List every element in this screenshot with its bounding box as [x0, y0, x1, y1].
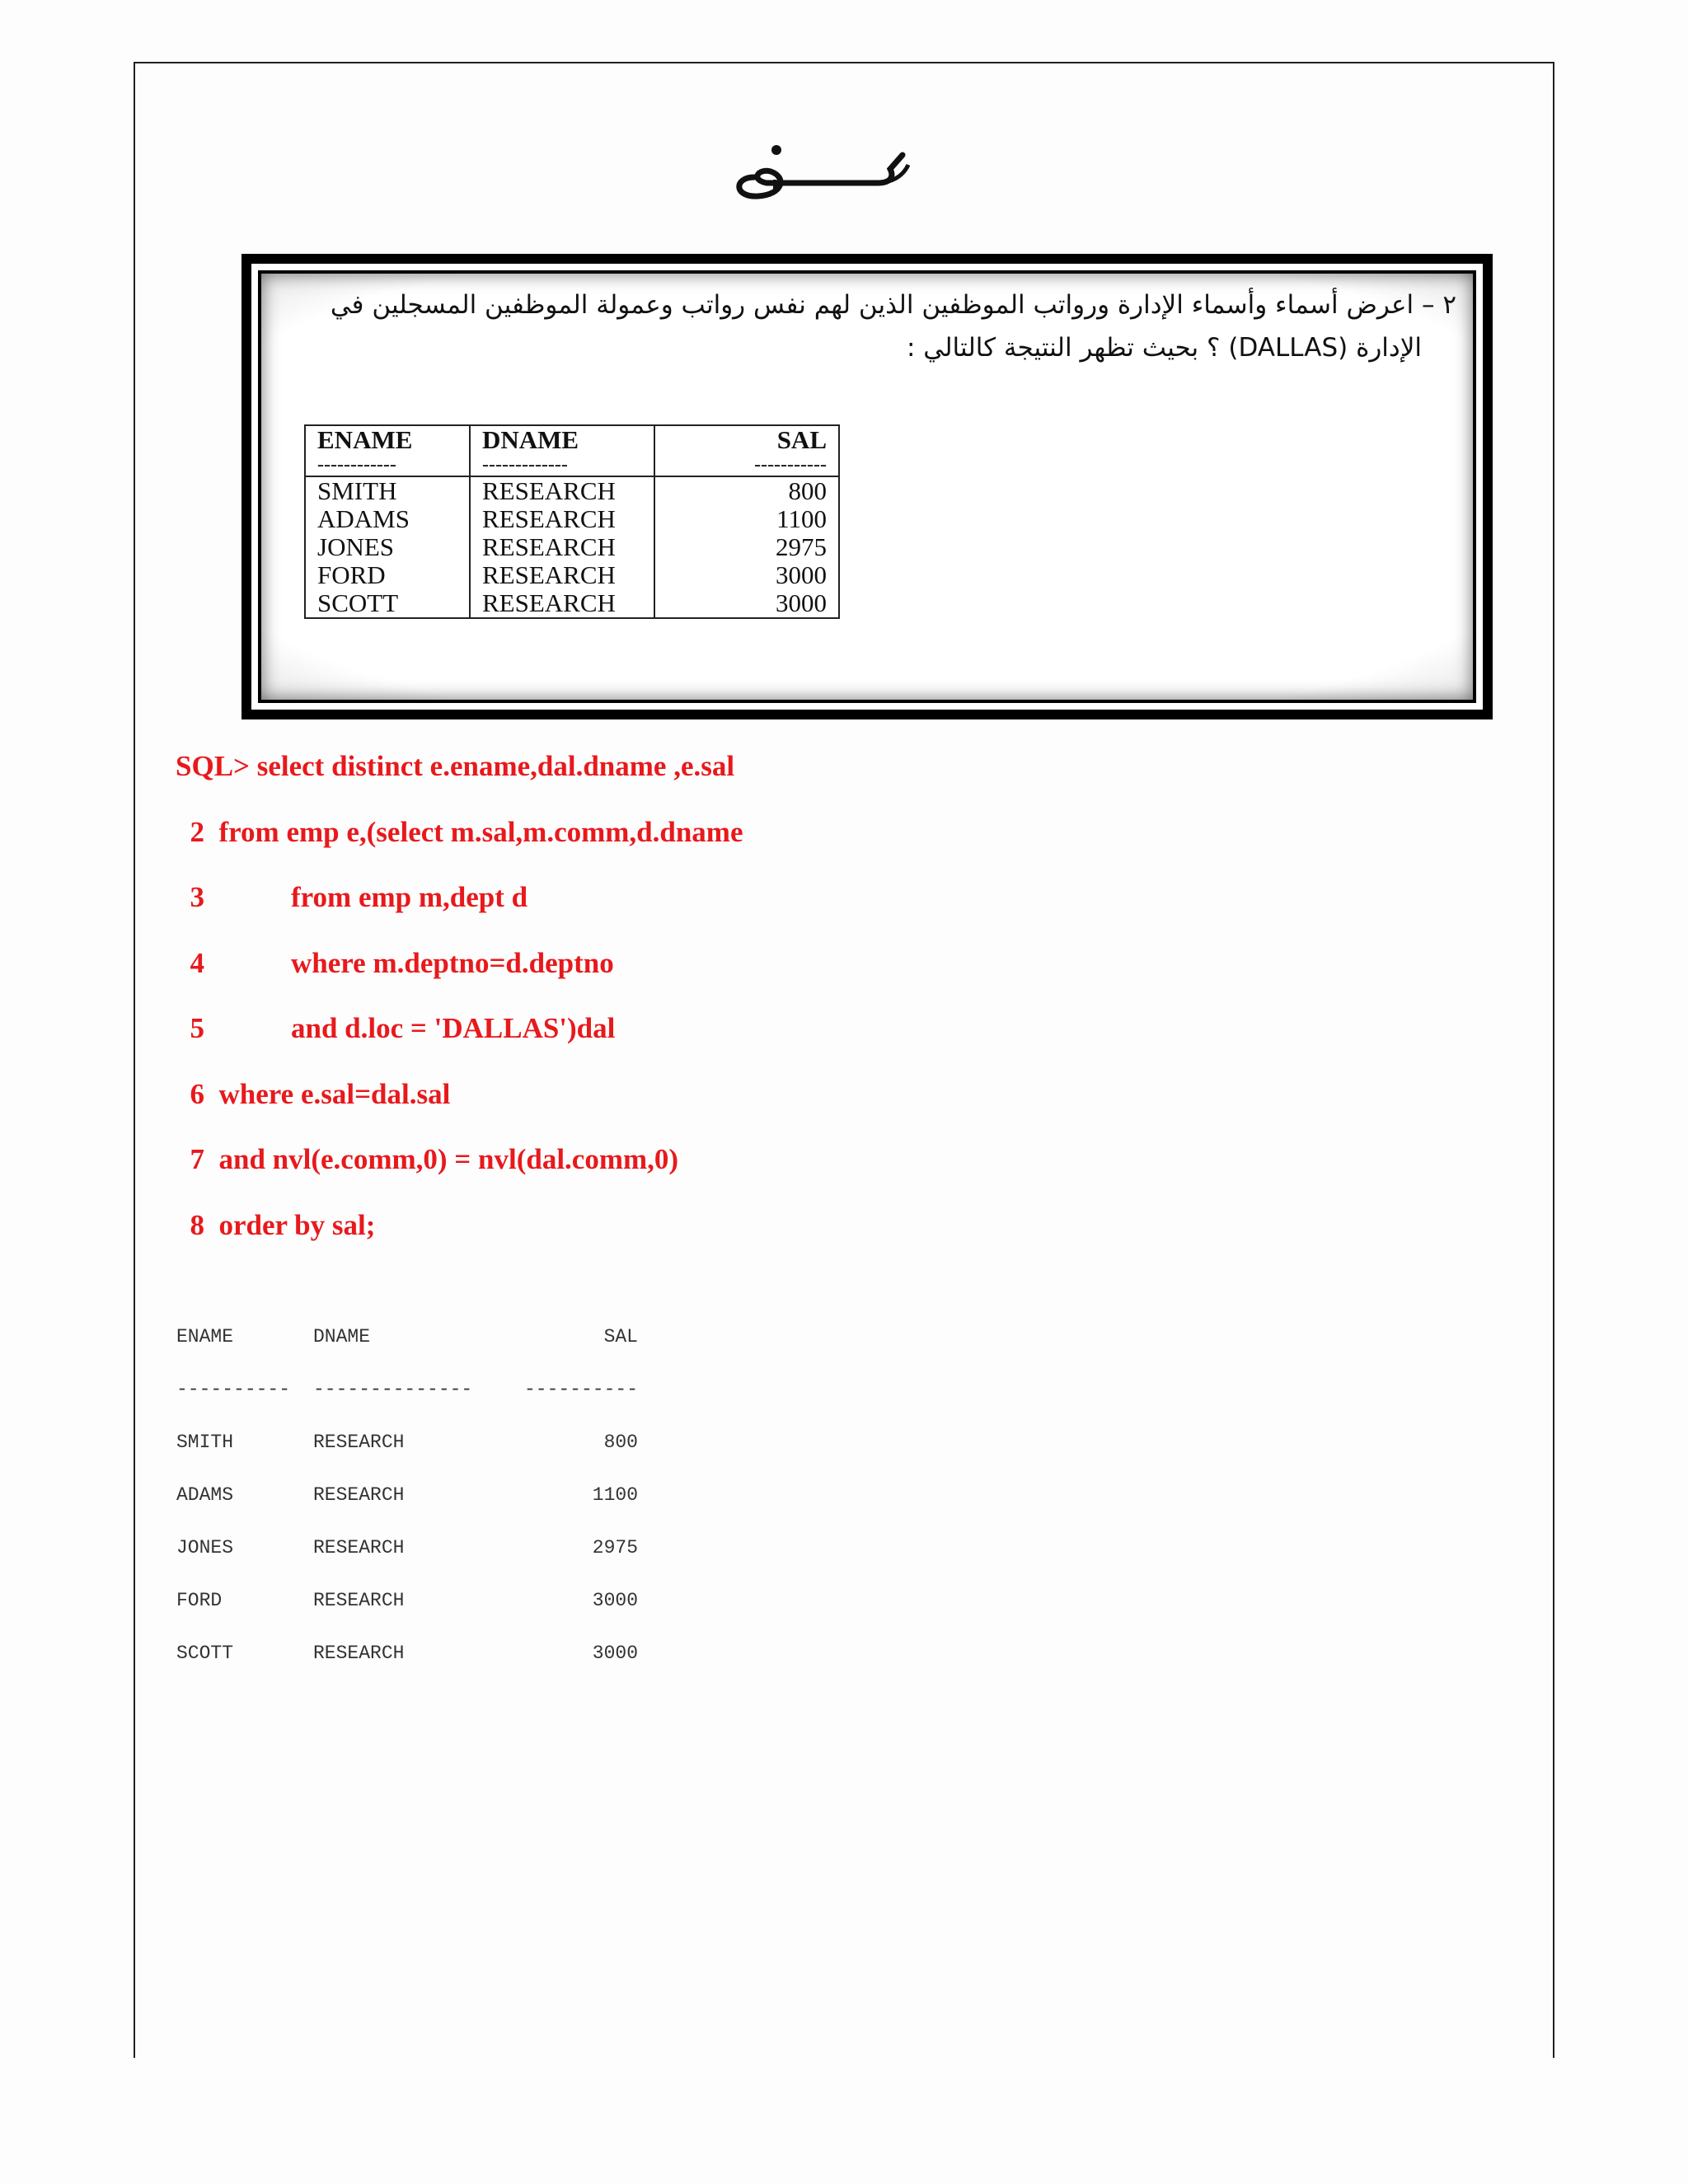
result-row — [176, 1424, 638, 1477]
result-row — [176, 1635, 638, 1688]
result-sal: 3000 — [592, 1643, 638, 1664]
sql-line: SQL> select distinct e.ename,dal.dname ,e.sal — [176, 750, 735, 782]
header-dash: ------------ — [305, 454, 470, 476]
col-header-dname: DNAME — [470, 425, 654, 454]
question-box — [241, 254, 1493, 719]
cell-ename: FORD — [305, 561, 470, 589]
result-ename: ADAMS — [176, 1484, 234, 1506]
result-row — [176, 1530, 638, 1582]
result-dname: RESEARCH — [313, 1484, 405, 1506]
cell-sal: 2975 — [654, 533, 839, 561]
result-ename: FORD — [176, 1590, 223, 1611]
result-sal: 1100 — [592, 1484, 638, 1506]
result-header-sal: SAL — [603, 1326, 638, 1347]
cell-dname: RESEARCH — [470, 561, 654, 589]
result-sal: 3000 — [592, 1590, 638, 1611]
result-dname: RESEARCH — [313, 1590, 405, 1611]
result-dash-row — [176, 1371, 638, 1424]
result-row — [176, 1582, 638, 1635]
header-dash: ----------- — [654, 454, 839, 476]
result-header-dname: DNAME — [313, 1326, 371, 1347]
cell-ename: JONES — [305, 533, 470, 561]
sql-line: 2 from emp e,(select m.sal,m.comm,d.dname — [176, 815, 743, 848]
cell-dname: RESEARCH — [470, 476, 654, 505]
table-row — [305, 476, 839, 505]
cell-dname: RESEARCH — [470, 533, 654, 561]
dash: ---------- — [176, 1379, 291, 1400]
dash: ---------- — [523, 1379, 638, 1400]
question-text-line1: ٢ – اعرض أسماء وأسماء الإدارة ورواتب الموظفين الذين لهم نفس رواتب وعمولة الموظفين المسجلين في — [330, 290, 1456, 320]
cell-sal: 800 — [654, 476, 839, 505]
col-header-sal: SAL — [654, 425, 839, 454]
table-row — [305, 589, 839, 618]
cell-ename: ADAMS — [305, 505, 470, 533]
result-row — [176, 1477, 638, 1530]
result-ename: SMITH — [176, 1432, 234, 1453]
result-ename: SCOTT — [176, 1643, 234, 1664]
sql-line: 8 order by sal; — [176, 1208, 376, 1241]
result-dname: RESEARCH — [313, 1643, 405, 1664]
result-sal: 2975 — [592, 1537, 638, 1558]
cell-dname: RESEARCH — [470, 505, 654, 533]
solution-calligraphy-heading — [725, 132, 923, 206]
cell-sal: 1100 — [654, 505, 839, 533]
table-row — [305, 561, 839, 589]
cell-sal: 3000 — [654, 561, 839, 589]
sql-line: 5 and d.loc = 'DALLAS')dal — [176, 1012, 616, 1044]
col-header-ename: ENAME — [305, 425, 470, 454]
cell-ename: SMITH — [305, 476, 470, 505]
result-dname: RESEARCH — [313, 1432, 405, 1453]
sql-line: 4 where m.deptno=d.deptno — [176, 946, 614, 979]
table-row — [305, 505, 839, 533]
result-sal: 800 — [603, 1432, 638, 1453]
sql-line: 6 where e.sal=dal.sal — [176, 1077, 451, 1110]
result-header-ename: ENAME — [176, 1326, 234, 1347]
header-dash: ------------- — [470, 454, 654, 476]
result-dname: RESEARCH — [313, 1537, 405, 1558]
cell-sal: 3000 — [654, 589, 839, 618]
cell-ename: SCOTT — [305, 589, 470, 618]
dash: -------------- — [313, 1379, 473, 1400]
result-ename: JONES — [176, 1537, 234, 1558]
query-result-output — [176, 1319, 638, 1688]
sql-query-block — [176, 742, 743, 1266]
result-header-row — [176, 1319, 638, 1371]
cell-dname: RESEARCH — [470, 589, 654, 618]
expected-result-table — [304, 424, 840, 619]
question-text-line2: الإدارة (DALLAS) ؟ بحيث تظهر النتيجة كالتالي : — [906, 333, 1422, 363]
sql-line: 3 from emp m,dept d — [176, 881, 528, 913]
table-row — [305, 533, 839, 561]
sql-line: 7 and nvl(e.comm,0) = nvl(dal.comm,0) — [176, 1143, 679, 1175]
